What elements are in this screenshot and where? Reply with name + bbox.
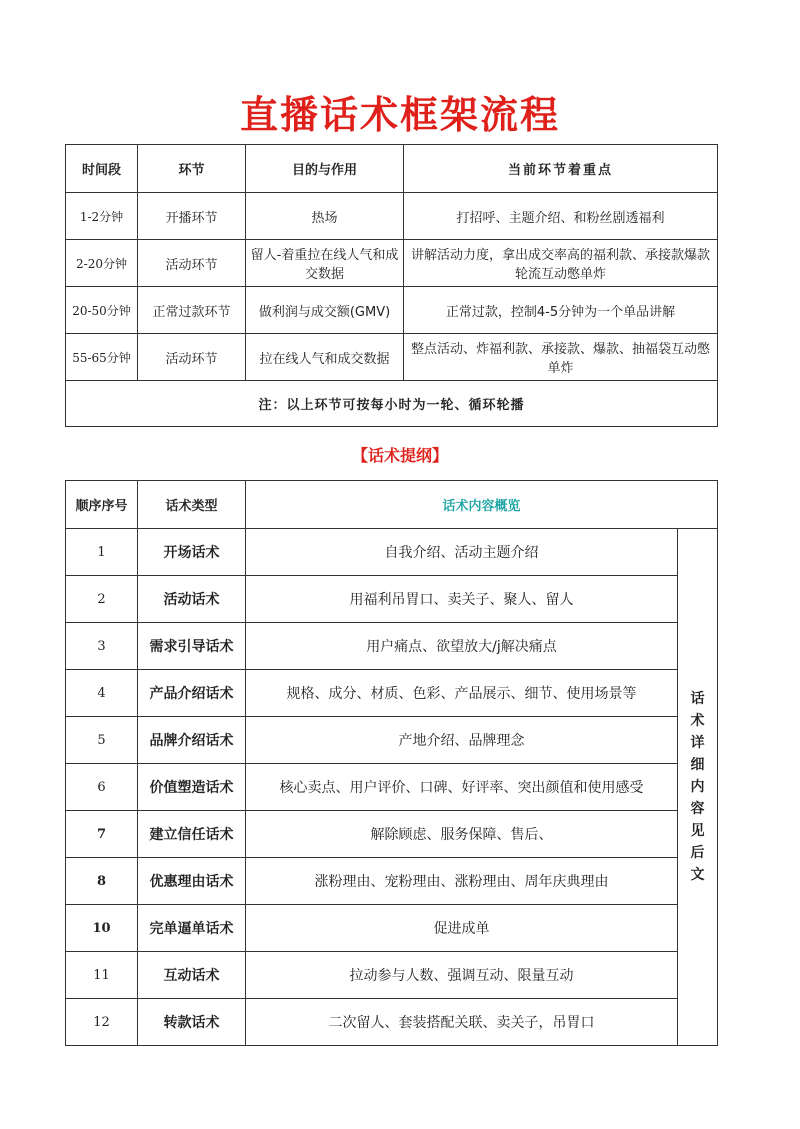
outline-row [66,952,718,999]
outline-no: 3 [66,623,138,670]
header-focus: 当前环节着重点 [404,145,718,193]
framework-focus: 打招呼、主题介绍、和粉丝剧透福利 [404,193,718,240]
outline-content: 规格、成分、材质、色彩、产品展示、细节、使用场景等 [246,670,678,717]
framework-table [65,144,718,427]
outline-type: 转款话术 [138,999,246,1046]
framework-header-row [66,145,718,193]
outline-no: 8 [66,858,138,905]
outline-row [66,576,718,623]
framework-note-row [66,381,718,427]
outline-type: 开场话术 [138,529,246,576]
framework-purpose: 拉在线人气和成交数据 [246,334,404,381]
framework-time: 2-20分钟 [66,240,138,287]
outline-type: 建立信任话术 [138,811,246,858]
outline-row [66,811,718,858]
outline-row [66,670,718,717]
framework-row [66,334,718,381]
outline-type: 优惠理由话术 [138,858,246,905]
framework-purpose: 做利润与成交额(GMV) [246,287,404,334]
page-title: 直播话术框架流程 [239,93,560,137]
outline-content: 解除顾虑、服务保障、售后、 [246,811,678,858]
header-stage: 环节 [138,145,246,193]
outline-type: 产品介绍话术 [138,670,246,717]
outline-content: 核心卖点、用户评价、口碑、好评率、突出颜值和使用感受 [246,764,678,811]
outline-row [66,858,718,905]
outline-content: 促进成单 [246,905,678,952]
header-overview: 话术内容概览 [246,481,718,529]
header-time: 时间段 [66,145,138,193]
outline-content: 自我介绍、活动主题介绍 [246,529,678,576]
outline-content: 二次留人、套装搭配关联、卖关子，吊胃口 [246,999,678,1046]
framework-time: 55-65分钟 [66,334,138,381]
framework-stage: 活动环节 [138,334,246,381]
outline-row [66,999,718,1046]
outline-row [66,764,718,811]
framework-row [66,193,718,240]
outline-content: 拉动参与人数、强调互动、限量互动 [246,952,678,999]
framework-row [66,240,718,287]
outline-no: 10 [66,905,138,952]
outline-row [66,905,718,952]
framework-purpose: 热场 [246,193,404,240]
outline-type: 需求引导话术 [138,623,246,670]
framework-time: 20-50分钟 [66,287,138,334]
header-purpose: 目的与作用 [246,145,404,193]
outline-no: 11 [66,952,138,999]
outline-subtitle: 【话术提纲】 [351,446,448,465]
framework-stage: 正常过款环节 [138,287,246,334]
framework-note: 注：以上环节可按每小时为一轮、循环轮播 [66,381,718,427]
header-type: 话术类型 [138,481,246,529]
outline-type: 完单逼单话术 [138,905,246,952]
outline-side-note: 话术详细内容见后文 [678,529,718,1046]
outline-type: 价值塑造话术 [138,764,246,811]
outline-no: 1 [66,529,138,576]
outline-type: 活动话术 [138,576,246,623]
outline-row [66,717,718,764]
outline-no: 2 [66,576,138,623]
outline-no: 7 [66,811,138,858]
framework-stage: 活动环节 [138,240,246,287]
outline-content: 用福利吊胃口、卖关子、聚人、留人 [246,576,678,623]
outline-no: 5 [66,717,138,764]
outline-no: 12 [66,999,138,1046]
outline-no: 6 [66,764,138,811]
framework-focus: 正常过款，控制4-5分钟为一个单品讲解 [404,287,718,334]
framework-focus: 讲解活动力度，拿出成交率高的福利款、承接款爆款轮流互动憋单炸 [404,240,718,287]
outline-type: 互动话术 [138,952,246,999]
outline-no: 4 [66,670,138,717]
outline-content: 涨粉理由、宠粉理由、涨粉理由、周年庆典理由 [246,858,678,905]
outline-table [65,480,718,1046]
outline-header-row [66,481,718,529]
framework-focus: 整点活动、炸福利款、承接款、爆款、抽福袋互动憋单炸 [404,334,718,381]
outline-content: 产地介绍、品牌理念 [246,717,678,764]
framework-stage: 开播环节 [138,193,246,240]
header-order: 顺序序号 [66,481,138,529]
outline-content: 用户痛点、欲望放大/j解决痛点 [246,623,678,670]
outline-row [66,623,718,670]
framework-purpose: 留人-着重拉在线人气和成交数据 [246,240,404,287]
framework-time: 1-2分钟 [66,193,138,240]
framework-row [66,287,718,334]
outline-type: 品牌介绍话术 [138,717,246,764]
outline-row [66,529,718,576]
